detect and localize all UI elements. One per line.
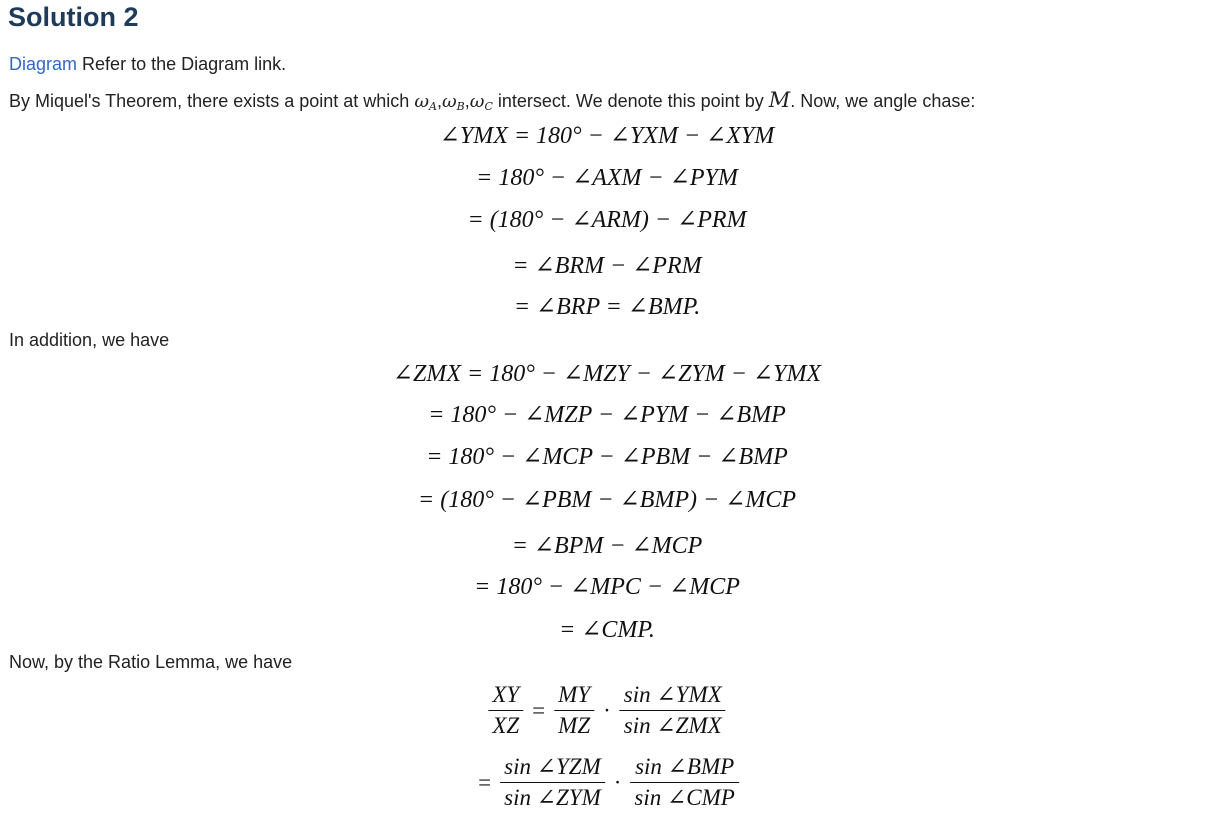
equation-line: = 180° − ∠MPC − ∠MCP <box>474 574 740 600</box>
fraction: $\frac{\text{sin ∠BMP}}{\text{sin ∠CMP}}$ <box>630 754 738 811</box>
omega-b-symbol: $\omega_B$ <box>441 91 465 113</box>
equals-sign: = <box>532 697 546 723</box>
ratio-equation-1 <box>485 682 728 739</box>
miquel-text-after: . Now, we angle chase: <box>790 91 976 111</box>
comma-2: , <box>464 91 470 111</box>
omega-c-symbol: $\omega_C$ <box>469 91 493 113</box>
ratio-equation-2 <box>472 754 742 811</box>
omega-a-symbol: $\omega_A$ <box>414 91 437 113</box>
equation-line: = ∠BRM − ∠PRM <box>512 253 702 279</box>
dot-operator: · <box>603 697 611 723</box>
equation-line: = 180° − ∠AXM − ∠PYM <box>476 165 738 191</box>
equation-line: = 180° − ∠MZP − ∠PYM − ∠BMP <box>428 402 786 428</box>
addition-paragraph: In addition, we have <box>9 330 170 350</box>
equation-line: = ∠CMP. <box>559 617 655 643</box>
diagram-link[interactable]: Diagram <box>9 54 78 74</box>
equation-line: ∠YMX = 180° − ∠YXM − ∠XYM <box>439 123 775 149</box>
fraction: $\frac{\text{sin ∠YZM}}{\text{sin ∠ZYM}}$ <box>500 754 605 811</box>
ratio-paragraph: Now, by the Ratio Lemma, we have <box>9 652 293 672</box>
intro-paragraph <box>9 53 286 75</box>
fraction: $\frac{\text{sin ∠YMX}}{\text{sin ∠ZMX}}$ <box>620 682 726 739</box>
equation-line: = (180° − ∠PBM − ∠BMP) − ∠MCP <box>418 487 796 513</box>
miquel-text-middle: intersect. We denote this point by <box>497 91 764 111</box>
equals-sign: = <box>478 769 492 795</box>
comma-1: , <box>436 91 442 111</box>
equation-line: = 180° − ∠MCP − ∠PBM − ∠BMP <box>426 444 788 470</box>
fraction: $\frac{MY}{MZ}$ <box>554 682 594 739</box>
dot-operator: · <box>613 769 622 795</box>
equation-line: = ∠BRP = ∠BMP. <box>513 294 701 320</box>
fraction: $\frac{XY}{XZ}$ <box>488 682 523 739</box>
intro-text: Refer to the Diagram link. <box>82 54 287 74</box>
equation-line: = (180° − ∠ARM) − ∠PRM <box>467 207 747 233</box>
equation-line: ∠ZMX = 180° − ∠MZY − ∠ZYM − ∠YMX <box>392 361 822 387</box>
point-m-symbol: M <box>768 88 791 112</box>
miquel-paragraph <box>9 89 975 118</box>
miquel-text-before: By Miquel's Theorem, there exists a point at which <box>9 91 410 111</box>
equation-line: = ∠BPM − ∠MCP <box>511 533 703 559</box>
page-title: Solution 2 <box>8 2 139 32</box>
